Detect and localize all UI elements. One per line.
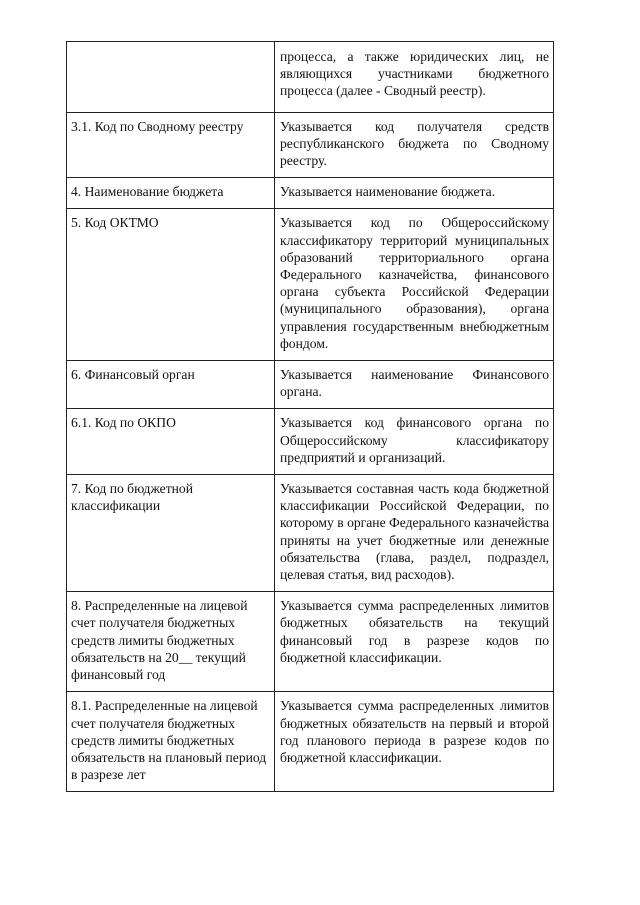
field-description-table: [66, 41, 554, 792]
field-name-cell: 6. Финансовый орган: [67, 361, 275, 409]
field-name-cell: 4. Наименование бюджета: [67, 178, 275, 209]
field-description-cell: Указывается наименование Финансового органа.: [275, 361, 554, 409]
table-row: [67, 409, 554, 475]
field-description-cell: Указывается наименование бюджета.: [275, 178, 554, 209]
field-description-cell: Указывается сумма распределенных лимитов бюджетных обязательств на первый и второй год планового периода в разрезе кодов по бюджетной классификации.: [275, 692, 554, 792]
table-row: [67, 178, 554, 209]
field-name-cell: 7. Код по бюджетной классификации: [67, 475, 275, 592]
field-name-cell: [67, 42, 275, 113]
table-row: [67, 475, 554, 592]
field-description-cell: процесса, а также юридических лиц, не являющихся участниками бюджетного процесса (далее - Сводный реестр).: [275, 42, 554, 113]
table-row: [67, 112, 554, 178]
field-name-cell: 8.1. Распределенные на лицевой счет получателя бюджетных средств лимиты бюджетных обязательств на плановый период в разрезе лет: [67, 692, 275, 792]
field-name-cell: 6.1. Код по ОКПО: [67, 409, 275, 475]
field-name-cell: 5. Код ОКТМО: [67, 209, 275, 361]
table-row: [67, 361, 554, 409]
field-description-cell: Указывается составная часть кода бюджетной классификации Российской Федерации, по которому в органе Федерального казначейства приняты на учет бюджетные или денежные обязательства (глава, раздел, подраздел, целевая статья, вид расходов).: [275, 475, 554, 592]
field-description-cell: Указывается код получателя средств республиканского бюджета по Сводному реестру.: [275, 112, 554, 178]
field-name-cell: 8. Распределенные на лицевой счет получателя бюджетных средств лимиты бюджетных обязательств на 20__ текущий финансовый год: [67, 592, 275, 692]
field-description-cell: Указывается сумма распределенных лимитов бюджетных обязательств на текущий финансовый год в разрезе кодов по бюджетной классификации.: [275, 592, 554, 692]
field-description-cell: Указывается код финансового органа по Общероссийскому классификатору предприятий и организаций.: [275, 409, 554, 475]
table-row: [67, 692, 554, 792]
field-name-cell: 3.1. Код по Сводному реестру: [67, 112, 275, 178]
table-row: [67, 42, 554, 113]
table-row: [67, 209, 554, 361]
field-description-cell: Указывается код по Общероссийскому классификатору территорий муниципальных образований территориального органа Федерального казначейства, финансового органа субъекта Российской Федерации (муниципального образования), органа управления государственным внебюджетным фондом.: [275, 209, 554, 361]
table-row: [67, 592, 554, 692]
